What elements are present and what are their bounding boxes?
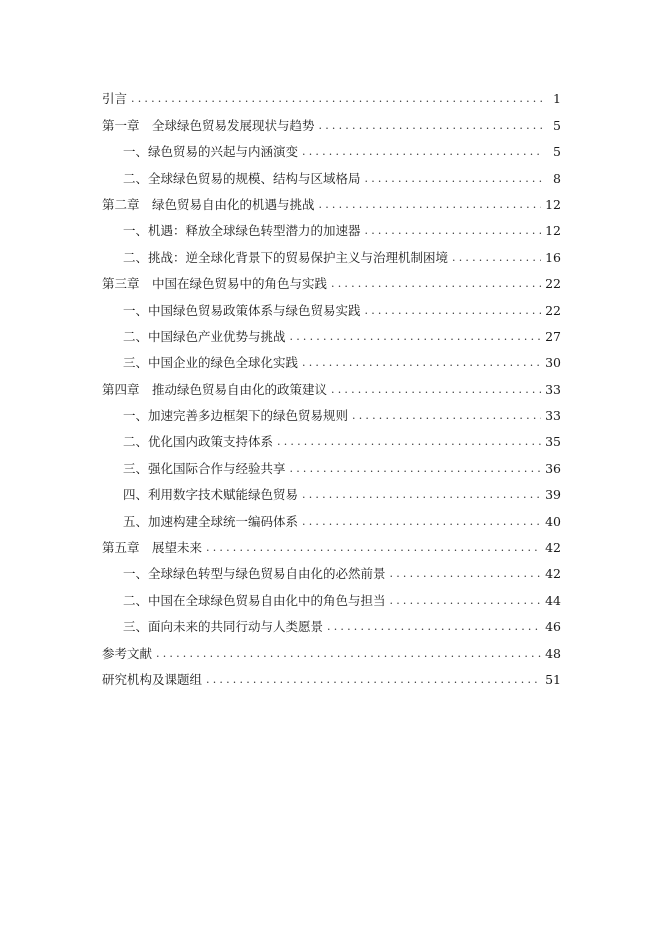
toc-entry-page-number: 39 [545,487,561,503]
toc-entry-page-number: 12 [545,223,561,239]
toc-section-entry[interactable] [102,134,561,160]
toc-entry-page-number: 5 [553,144,561,160]
toc-entry-title: 第二章 绿色贸易自由化的机遇与挑战 [102,196,315,212]
toc-entry-title: 四、利用数字技术赋能绿色贸易 [123,487,299,503]
toc-entry-title: 研究机构及课题组 [102,671,203,687]
toc-entry-page-number: 36 [545,460,561,476]
toc-entry-page-number: 33 [545,408,561,424]
toc-chapter-entry[interactable] [102,107,561,133]
toc-dot-leader [277,434,541,450]
toc-section-entry[interactable] [102,503,561,529]
toc-chapter-entry[interactable] [102,662,561,688]
toc-section-entry[interactable] [102,609,561,635]
toc-entry-page-number: 16 [545,249,561,265]
toc-dot-leader [206,672,541,688]
toc-section-entry[interactable] [102,345,561,371]
toc-dot-leader [331,382,541,398]
toc-entry-title: 第五章 展望未来 [102,540,203,556]
toc-dot-leader [365,223,542,239]
toc-entry-page-number: 22 [545,276,561,292]
toc-dot-leader [131,91,543,107]
toc-dot-leader [352,408,541,424]
toc-chapter-entry[interactable] [102,187,561,213]
toc-dot-leader [331,276,541,292]
toc-entry-page-number: 27 [545,328,561,344]
toc-entry-title: 参考文献 [102,645,153,661]
toc-entry-page-number: 33 [545,381,561,397]
toc-entry-title: 一、加速完善多边框架下的绿色贸易规则 [123,408,349,424]
toc-entry-title: 第一章 全球绿色贸易发展现状与趋势 [102,117,315,133]
toc-dot-leader [452,250,541,266]
toc-dot-leader [390,593,542,609]
toc-entry-title: 一、绿色贸易的兴起与内涵演变 [123,144,299,160]
toc-entry-title: 二、挑战：逆全球化背景下的贸易保护主义与治理机制困境 [123,249,449,265]
toc-entry-title: 二、中国绿色产业优势与挑战 [123,328,286,344]
toc-dot-leader [319,197,542,213]
toc-entry-title: 一、机遇：释放全球绿色转型潜力的加速器 [123,223,361,239]
toc-section-entry[interactable] [102,424,561,450]
toc-entry-page-number: 5 [553,117,561,133]
toc-section-entry[interactable] [102,450,561,476]
toc-chapter-entry[interactable] [102,266,561,292]
toc-dot-leader [319,118,543,134]
toc-section-entry[interactable] [102,213,561,239]
toc-entry-title: 引言 [102,91,128,107]
toc-entry-title: 二、中国在全球绿色贸易自由化中的角色与担当 [123,592,386,608]
toc-entry-title: 三、强化国际合作与经验共享 [123,460,286,476]
toc-entry-page-number: 12 [545,196,561,212]
toc-section-entry[interactable] [102,160,561,186]
toc-section-entry[interactable] [102,292,561,318]
toc-chapter-entry[interactable] [102,635,561,661]
toc-entry-page-number: 22 [545,302,561,318]
toc-entry-title: 三、面向未来的共同行动与人类愿景 [123,619,324,635]
toc-dot-leader [365,171,543,187]
toc-section-entry[interactable] [102,239,561,265]
toc-dot-leader [302,487,541,503]
toc-section-entry[interactable] [102,398,561,424]
toc-entry-page-number: 40 [545,513,561,529]
toc-dot-leader [290,329,542,345]
toc-dot-leader [206,540,541,556]
toc-entry-title: 五、加速构建全球统一编码体系 [123,513,299,529]
toc-chapter-entry[interactable] [102,81,561,107]
toc-entry-page-number: 30 [545,355,561,371]
toc-entry-title: 一、全球绿色转型与绿色贸易自由化的必然前景 [123,566,386,582]
toc-dot-leader [327,619,541,635]
toc-entry-page-number: 51 [545,671,561,687]
toc-entry-page-number: 8 [553,170,561,186]
toc-section-entry[interactable] [102,477,561,503]
toc-dot-leader [290,461,542,477]
table-of-contents [102,81,561,688]
toc-section-entry[interactable] [102,319,561,345]
toc-chapter-entry[interactable] [102,530,561,556]
toc-chapter-entry[interactable] [102,371,561,397]
toc-dot-leader [390,566,542,582]
toc-dot-leader [302,144,543,160]
toc-entry-title: 第四章 推动绿色贸易自由化的政策建议 [102,381,328,397]
toc-dot-leader [302,514,541,530]
toc-entry-title: 三、中国企业的绿色全球化实践 [123,355,299,371]
toc-entry-page-number: 42 [545,540,561,556]
toc-dot-leader [156,646,541,662]
toc-entry-page-number: 44 [545,592,561,608]
toc-section-entry[interactable] [102,582,561,608]
toc-entry-title: 第三章 中国在绿色贸易中的角色与实践 [102,276,328,292]
toc-entry-page-number: 46 [545,619,561,635]
toc-dot-leader [302,355,541,371]
toc-entry-title: 二、全球绿色贸易的规模、结构与区域格局 [123,170,361,186]
toc-entry-page-number: 42 [545,566,561,582]
toc-entry-page-number: 1 [553,91,561,107]
toc-entry-page-number: 35 [545,434,561,450]
toc-entry-title: 一、中国绿色贸易政策体系与绿色贸易实践 [123,302,361,318]
toc-section-entry[interactable] [102,556,561,582]
toc-entry-title: 二、优化国内政策支持体系 [123,434,274,450]
toc-dot-leader [365,303,542,319]
toc-entry-page-number: 48 [545,645,561,661]
